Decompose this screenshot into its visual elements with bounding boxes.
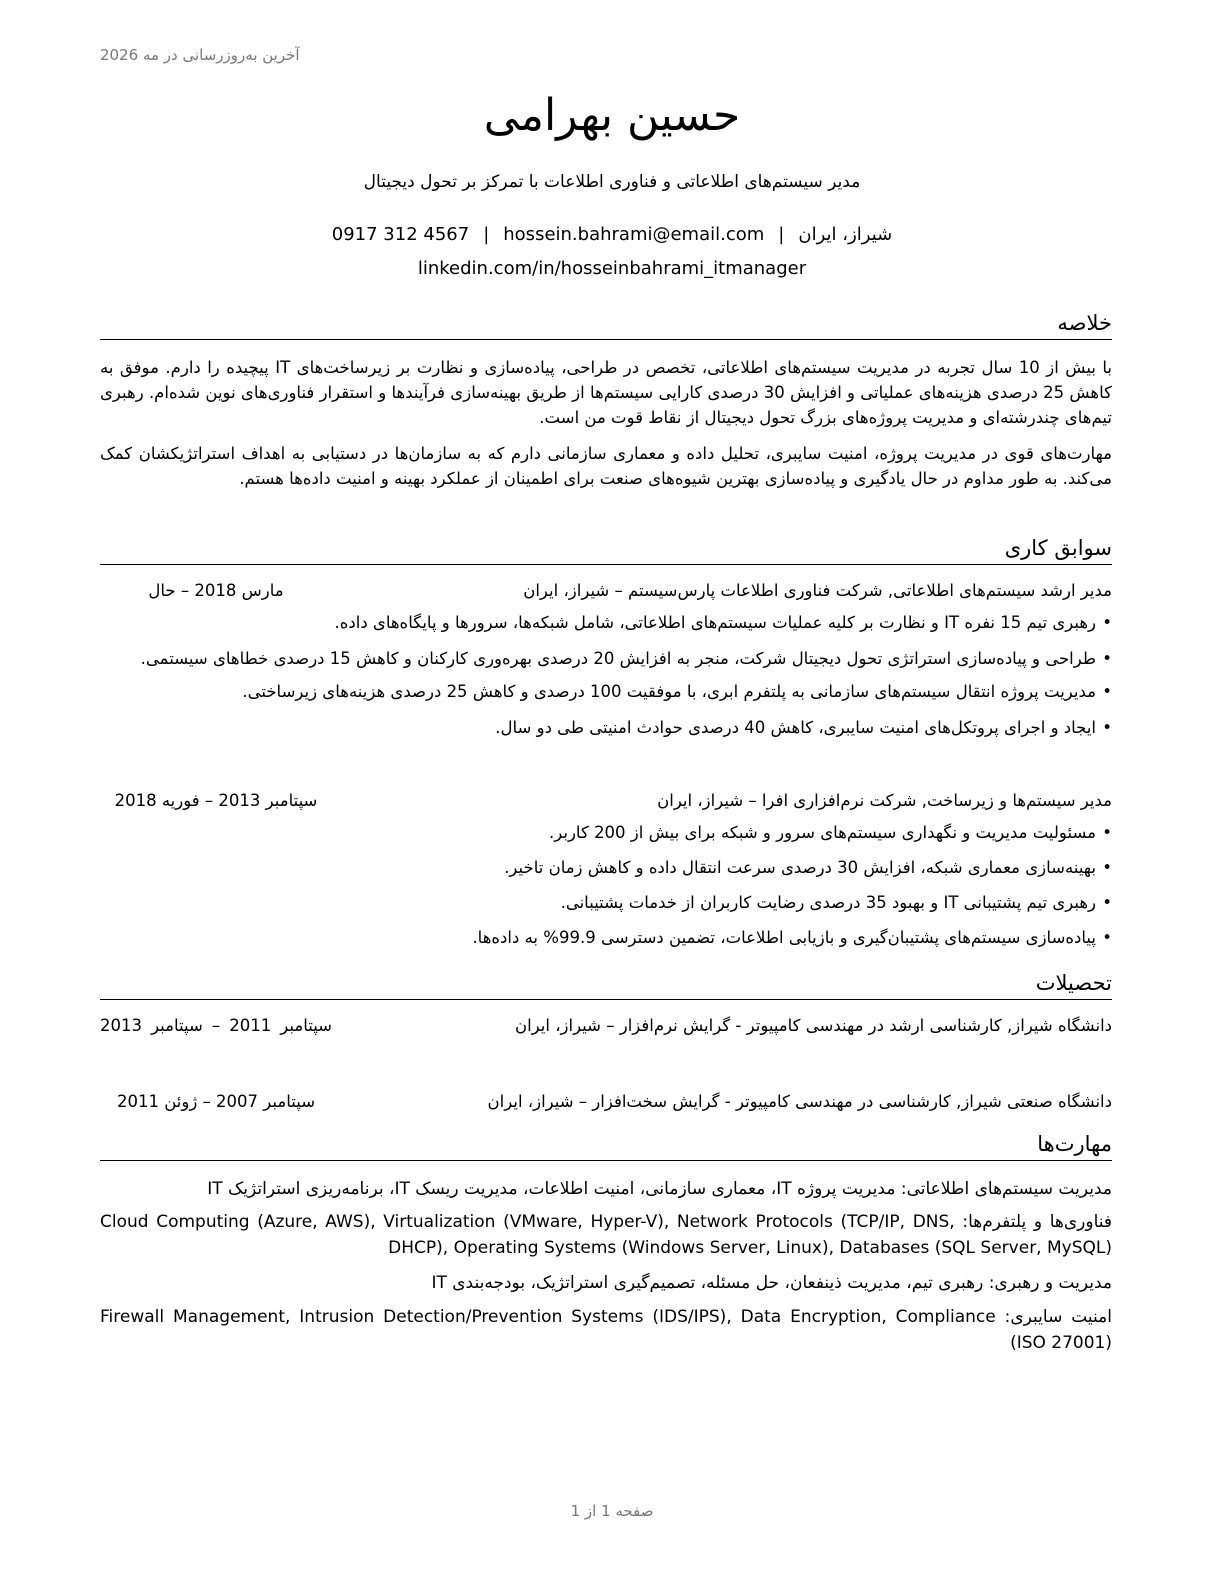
linkedin-link[interactable]: linkedin.com/in/hosseinbahrami_itmanager [417,258,807,279]
list-item: • رهبری تیم پشتیبانی IT و بهبود 35 درصدی رضایت کاربران از خدمات پشتیبانی. [100,890,1112,915]
job-dates: مارس 2018 – حال [148,581,284,600]
summary-paragraph: مهارت‌های قوی در مدیریت پروژه، امنیت سایبری، تحلیل داده و معماری سازمانی دارم که به سازمان‌ها در دستیابی به اهداف استراتژیکشان کمک می‌کند. به طور مداوم در حال یادگیری و پیاده‌سازی بهترین شیوه‌های صنعت برای اطمینان از عملکرد بهینه و امنیت داده‌ها هستم. [100,444,1112,488]
list-item: • پیاده‌سازی سیستم‌های پشتیبان‌گیری و بازیابی اطلاعات، تضمین دسترسی 99.9% به داده‌ها. [100,925,1112,950]
job-bullets [100,820,1112,950]
contact-separator: | [778,224,785,245]
contact-line [0,224,1224,245]
list-item: • ایجاد و اجرای پروتکل‌های امنیت سایبری، کاهش 40 درصدی حوادث امنیتی طی دو سال. [100,715,1112,740]
education-title: دانشگاه شیراز, کارشناسی ارشد در مهندسی کامپیوتر - گرایش نرم‌افزار – شیراز، ایران [514,1016,1112,1035]
last-updated-note: آخرین به‌روزرسانی در مه 2026 [100,46,300,64]
job-bullets [100,610,1112,740]
email-link[interactable]: hossein.bahrami@email.com [503,224,765,245]
professional-title: مدیر سیستم‌های اطلاعاتی و فناوری اطلاعات با تمرکز بر تحول دیجیتال [363,172,861,192]
education-dates: سپتامبر 2007 – ژوئن 2011 [116,1092,316,1111]
job-heading [100,579,1112,603]
skill-line: مدیریت سیستم‌های اطلاعاتی: مدیریت پروژه IT، معماری سازمانی، امنیت اطلاعات، مدیریت ریسک IT، برنامه‌ریزی استراتژیک IT [207,1179,1112,1199]
education-dates: سپتامبر 2011 – سپتامبر 2013 [100,1016,333,1035]
skill-line: مدیریت و رهبری: رهبری تیم، مدیریت ذینفعان، حل مسئله، تصمیم‌گیری استراتژیک، بودجه‌بندی IT [431,1273,1112,1293]
education-heading [100,1090,1112,1114]
phone-number[interactable]: 0917 312 4567 [331,224,470,245]
contact-separator: | [483,224,490,245]
skills-section-title: مهارت‌ها [100,1131,1112,1161]
job-title: مدیر سیستم‌ها و زیرساخت, شرکت نرم‌افزاری افرا – شیراز، ایران [657,791,1112,810]
experience-section-title: سوابق کاری [100,535,1112,565]
job-title: مدیر ارشد سیستم‌های اطلاعاتی, شرکت فناوری اطلاعات پارس‌سیستم – شیراز، ایران [523,581,1112,600]
list-item: • طراحی و پیاده‌سازی استراتژی تحول دیجیتال شرکت، منجر به افزایش 20 درصدی بهره‌وری کارکنان و کاهش 15 درصدی خطاهای سیستمی. [100,646,1112,671]
list-item: • رهبری تیم 15 نفره IT و نظارت بر کلیه عملیات سیستم‌های اطلاعاتی، شامل شبکه‌ها، سرورها و پایگاه‌های داده. [100,610,1112,635]
summary-section-title: خلاصه [100,310,1112,340]
skill-line: امنیت سایبری: Firewall Management, Intrusion Detection/Prevention Systems (IDS/IPS), Data Encryption, Compliance (ISO 27001) [100,1307,1112,1353]
job-dates: سپتامبر 2013 – فوریه 2018 [114,791,318,810]
job-heading [100,789,1112,813]
location: شیراز، ایران [798,224,893,245]
person-name: حسین بهرامی [483,90,741,141]
list-item: • مسئولیت مدیریت و نگهداری سیستم‌های سرور و شبکه برای بیش از 200 کاربر. [100,820,1112,845]
list-item: • بهینه‌سازی معماری شبکه، افزایش 30 درصدی سرعت انتقال داده و کاهش زمان تاخیر. [100,855,1112,880]
education-heading [100,1014,1112,1064]
education-title: دانشگاه صنعتی شیراز, کارشناسی در مهندسی کامپیوتر - گرایش سخت‌افزار – شیراز، ایران [487,1092,1112,1111]
education-section-title: تحصیلات [100,970,1112,1000]
list-item: • مدیریت پروژه انتقال سیستم‌های سازمانی به پلتفرم ابری، با موفقیت 100 درصدی و کاهش 25 درصدی هزینه‌های زیرساختی. [100,679,1112,704]
skill-line: فناوری‌ها و پلتفرم‌ها: Cloud Computing (Azure, AWS), Virtualization (VMware, Hyper-V), Network Protocols (TCP/IP, DNS, DHCP), Operating Systems (Windows Server, Linux), Databases (SQL Server, MySQL) [100,1212,1113,1258]
summary-paragraph: با بیش از 10 سال تجربه در مدیریت سیستم‌های اطلاعاتی، تخصص در طراحی، پیاده‌سازی و نظارت بر زیرساخت‌های IT پیچیده را دارم. موفق به کاهش 25 درصدی هزینه‌های عملیاتی و افزایش 30 درصدی کارایی سیستم‌ها از طریق بهینه‌سازی فرآیندها و استقرار فناوری‌های نوین شده‌ام. رهبری تیم‌های چندرشته‌ای و مدیریت پروژه‌های بزرگ تحول دیجیتال از نقاط قوت من است. [100,358,1113,427]
page-number: صفحه 1 از 1 [570,1502,654,1520]
